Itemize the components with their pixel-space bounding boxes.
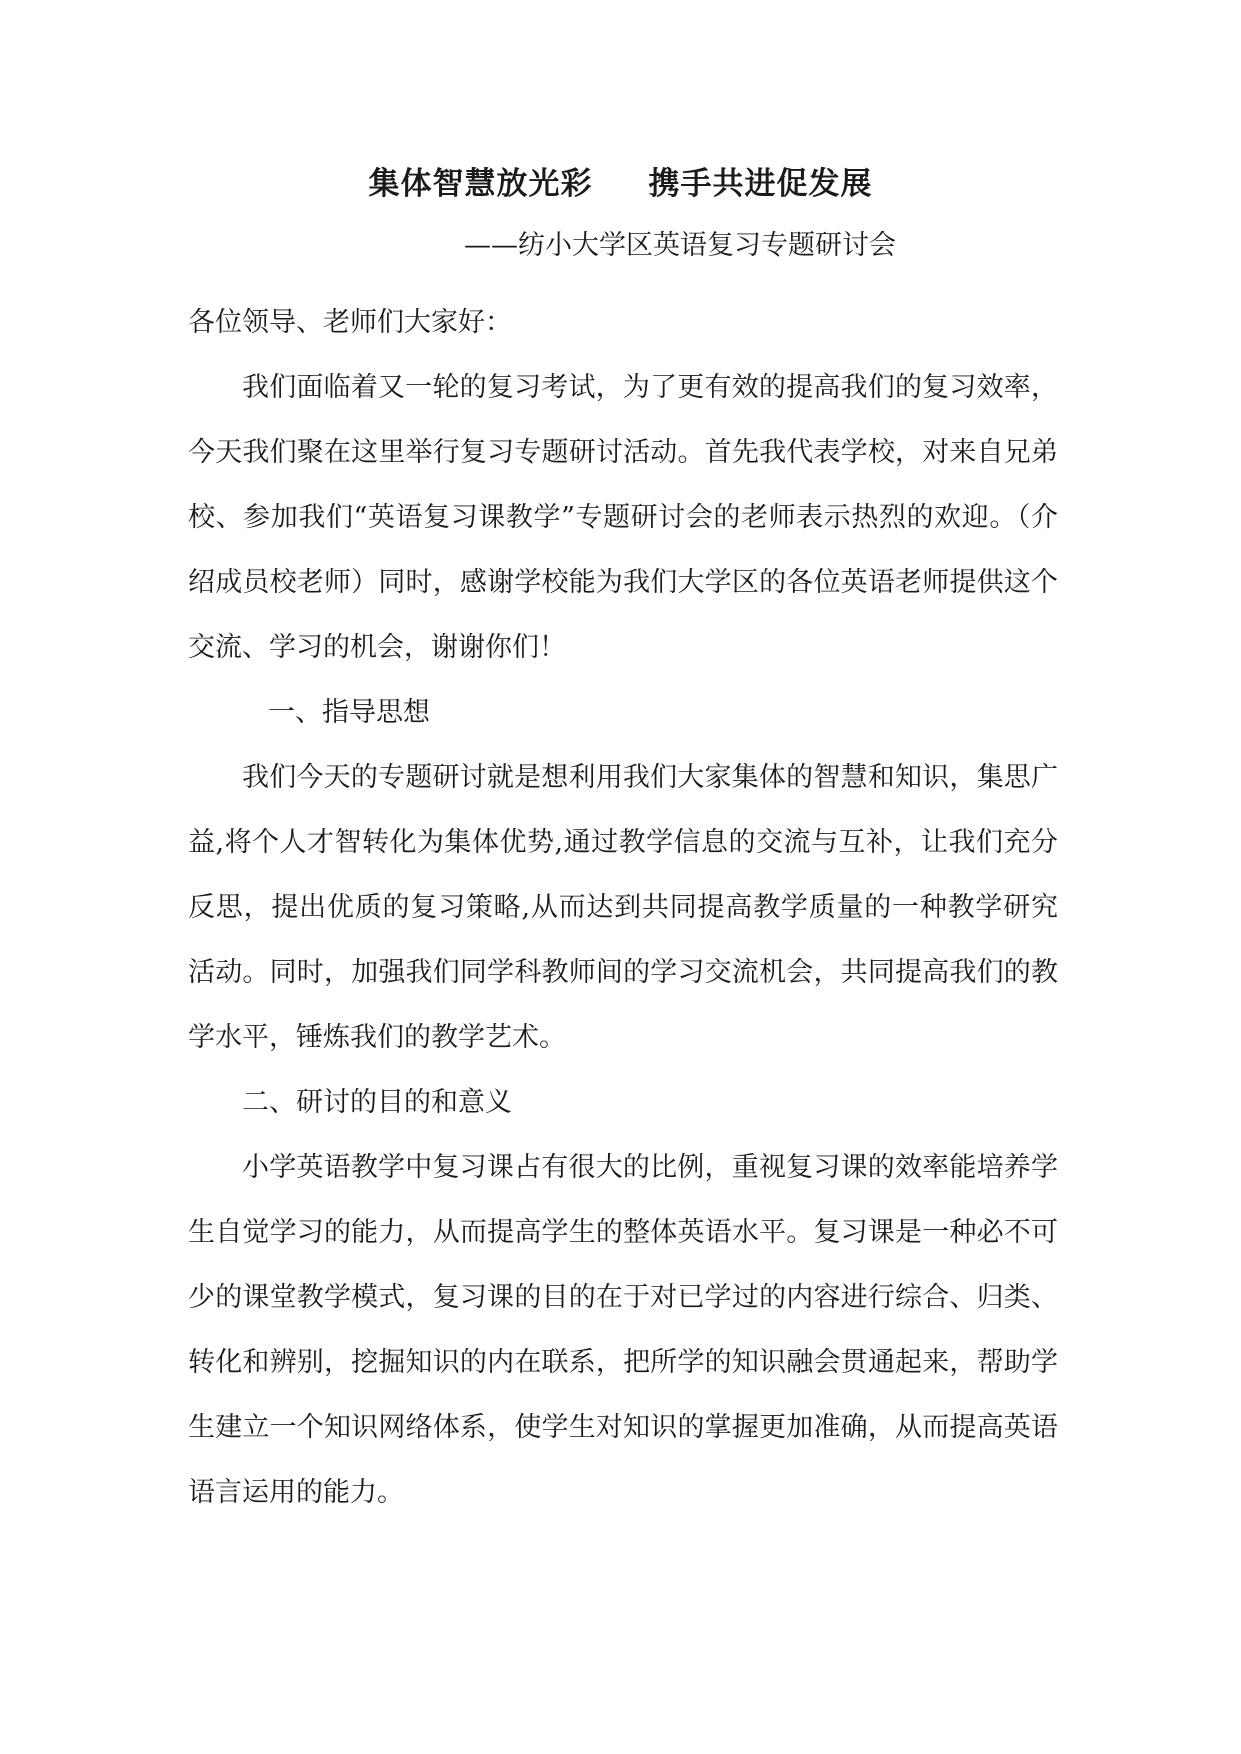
section-2-paragraph: 小学英语教学中复习课占有很大的比例，重视复习课的效率能培养学生自觉学习的能力，从而提高学生的整体英语水平。复习课是一种必不可少的课堂教学模式，复习课的目的在于对已学过的内容进行综合、归类、转化和辨别，挖掘知识的内在联系，把所学的知识融会贯通起来，帮助学生建立一个知识网络体系，使学生对知识的掌握更加准确，从而提高英语语言运用的能力。 [188,1152,1058,1508]
document-title [0,160,1241,208]
document-body [188,290,1058,1525]
section-1-heading: 一、指导思想 [268,697,430,728]
intro-paragraph: 我们面临着又一轮的复习考试，为了更有效的提高我们的复习效率，今天我们聚在这里举行复习专题研讨活动。首先我代表学校，对来自兄弟校、参加我们“英语复习课教学”专题研讨会的老师表示热烈的欢迎。（介绍成员校老师）同时，感谢学校能为我们大学区的各位英语老师提供这个交流、学习的机会，谢谢你们！ [188,372,1058,663]
title-part-1: 集体智慧放光彩 [368,166,593,202]
document-subtitle: ——纺小大学区英语复习专题研讨会 [464,230,896,261]
section-1-paragraph: 我们今天的专题研讨就是想利用我们大家集体的智慧和知识，集思广益,将个人才智转化为集体优势,通过教学信息的交流与互补，让我们充分反思，提出优质的复习策略,从而达到共同提高教学质量的一种教学研究活动。同时，加强我们同学科教师间的学习交流机会，共同提高我们的教学水平，锤炼我们的教学艺术。 [188,762,1058,1053]
section-2-heading: 二、研讨的目的和意义 [242,1087,512,1118]
title-part-2: 携手共进促发展 [648,166,873,202]
greeting: 各位领导、老师们大家好： [188,307,512,338]
